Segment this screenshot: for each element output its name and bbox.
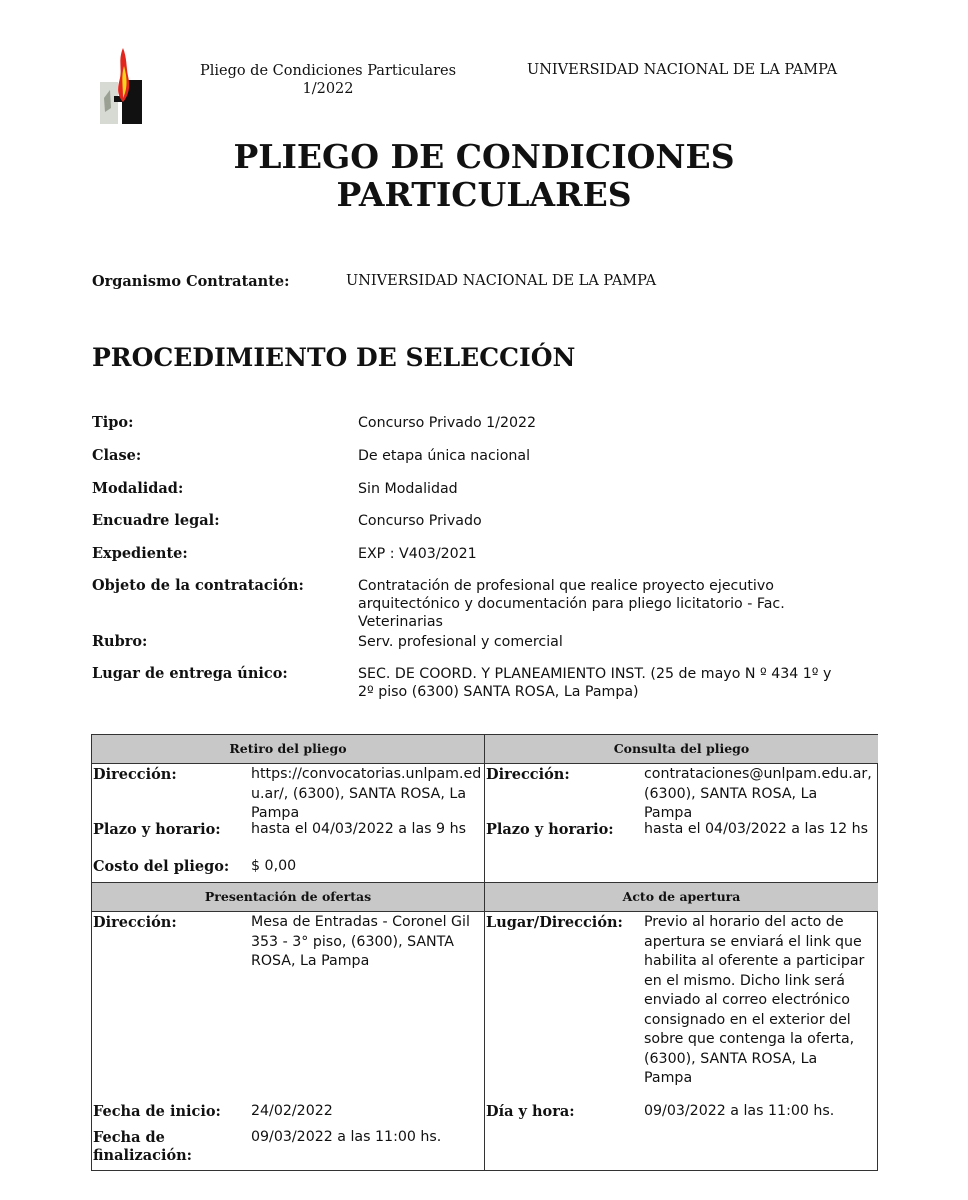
retiro-direccion-line3: Pampa [251, 805, 300, 821]
apertura-lugar-line: consignado en el exterior del [644, 1011, 851, 1028]
field-objeto-value-line3: Veterinarias [358, 614, 443, 630]
apertura-heading: Acto de apertura [485, 883, 878, 912]
consulta-heading: Consulta del pliego [485, 735, 878, 764]
presentacion-inicio-label: Fecha de inicio: [93, 1103, 221, 1120]
organismo-label: Organismo Contratante: [92, 273, 290, 290]
apertura-lugar-line: enviado al correo electrónico [644, 992, 850, 1008]
presentacion-fin-value: 09/03/2022 a las 11:00 hs. [251, 1129, 442, 1145]
presentacion-direccion-value [251, 913, 483, 972]
field-objeto-value-line1: Contratación de profesional que realice proyecto ejecutivo [358, 578, 774, 594]
retiro-costo-label: Costo del pliego: [93, 858, 230, 875]
field-lugar-value [358, 665, 888, 701]
consulta-direccion-line3: Pampa [644, 805, 693, 821]
presentacion-fin-label-line1: Fecha de [93, 1129, 165, 1146]
consulta-plazo-value: hasta el 04/03/2022 a las 12 hs [644, 821, 868, 837]
presentacion-inicio-value: 24/02/2022 [251, 1103, 333, 1119]
retiro-direccion-value [251, 765, 483, 824]
apertura-lugar-value [644, 913, 878, 1089]
field-modalidad-value: Sin Modalidad [358, 481, 458, 497]
retiro-costo-value: $ 0,00 [251, 858, 297, 874]
field-encuadre-label: Encuadre legal: [92, 512, 220, 529]
header-document-title-line2: 1/2022 [302, 81, 354, 97]
field-clase-label: Clase: [92, 447, 142, 464]
field-objeto-value-line2: arquitectónico y documentación para pliego licitatorio - Fac. [358, 596, 785, 612]
apertura-lugar-line: apertura se enviará el link que [644, 933, 862, 950]
grid-column-divider [484, 735, 485, 1170]
apertura-lugar-line: (6300), SANTA ROSA, La [644, 1050, 818, 1067]
apertura-lugar-line: habilita al oferente a participar [644, 953, 865, 969]
presentacion-direccion-line1: Mesa de Entradas - Coronel Gil [251, 914, 470, 930]
field-clase-value: De etapa única nacional [358, 448, 531, 464]
organismo-value: UNIVERSIDAD NACIONAL DE LA PAMPA [346, 273, 657, 289]
apertura-lugar-label: Lugar/Dirección: [486, 914, 623, 931]
field-modalidad-label: Modalidad: [92, 480, 184, 497]
apertura-dia-value: 09/03/2022 a las 11:00 hs. [644, 1103, 835, 1119]
field-lugar-value-line2: 2º piso (6300) SANTA ROSA, La Pampa) [358, 684, 639, 700]
field-lugar-label: Lugar de entrega único: [92, 665, 288, 682]
header-document-title-line1: Pliego de Condiciones Particulares [199, 63, 457, 79]
presentacion-fin-label [93, 1129, 192, 1165]
consulta-direccion-line2: (6300), SANTA ROSA, La [644, 785, 818, 802]
page-title [0, 138, 968, 214]
retiro-direccion-line1: https://convocatorias.unlpam.ed [251, 766, 482, 782]
consulta-direccion-value [644, 765, 878, 824]
retiro-heading: Retiro del pliego [92, 735, 484, 764]
retiro-direccion-line2: u.ar/, (6300), SANTA ROSA, La [251, 785, 467, 802]
field-rubro-value: Serv. profesional y comercial [358, 634, 563, 650]
apertura-dia-label: Día y hora: [486, 1103, 575, 1120]
retiro-plazo-label: Plazo y horario: [93, 821, 221, 838]
info-grid [91, 734, 878, 1171]
field-objeto-value [358, 577, 888, 631]
retiro-plazo-value: hasta el 04/03/2022 a las 9 hs [251, 821, 466, 837]
apertura-lugar-line: Previo al horario del acto de [644, 914, 844, 930]
presentacion-direccion-line2: 353 - 3° piso, (6300), SANTA [251, 933, 454, 950]
presentacion-fin-label-line2: finalización: [93, 1147, 193, 1164]
apertura-lugar-line: sobre que contenga la oferta, [644, 1031, 855, 1047]
field-encuadre-value: Concurso Privado [358, 513, 482, 529]
field-tipo-label: Tipo: [92, 414, 134, 431]
university-logo-icon [100, 46, 146, 124]
apertura-lugar-line: Pampa [644, 1070, 693, 1086]
retiro-direccion-label: Dirección: [93, 766, 177, 783]
presentacion-direccion-line3: ROSA, La Pampa [251, 953, 370, 969]
page-title-line2: PARTICULARES [336, 175, 632, 214]
page-title-line1: PLIEGO DE CONDICIONES [233, 137, 735, 176]
header-university: UNIVERSIDAD NACIONAL DE LA PAMPA [527, 62, 838, 78]
consulta-direccion-line1: contrataciones@unlpam.edu.ar, [644, 766, 872, 782]
section-heading: PROCEDIMIENTO DE SELECCIÓN [92, 343, 576, 372]
consulta-plazo-label: Plazo y horario: [486, 821, 614, 838]
field-rubro-label: Rubro: [92, 633, 148, 650]
field-expediente-label: Expediente: [92, 545, 188, 562]
apertura-lugar-line: en el mismo. Dicho link será [644, 972, 845, 989]
presentacion-heading: Presentación de ofertas [92, 883, 484, 912]
field-lugar-value-line1: SEC. DE COORD. Y PLANEAMIENTO INST. (25 de mayo N º 434 1º y [358, 666, 832, 682]
presentacion-direccion-label: Dirección: [93, 914, 177, 931]
field-tipo-value: Concurso Privado 1/2022 [358, 415, 537, 431]
field-expediente-value: EXP : V403/2021 [358, 546, 477, 562]
consulta-direccion-label: Dirección: [486, 766, 570, 783]
field-objeto-label: Objeto de la contratación: [92, 577, 304, 594]
header-document-title [176, 62, 480, 98]
